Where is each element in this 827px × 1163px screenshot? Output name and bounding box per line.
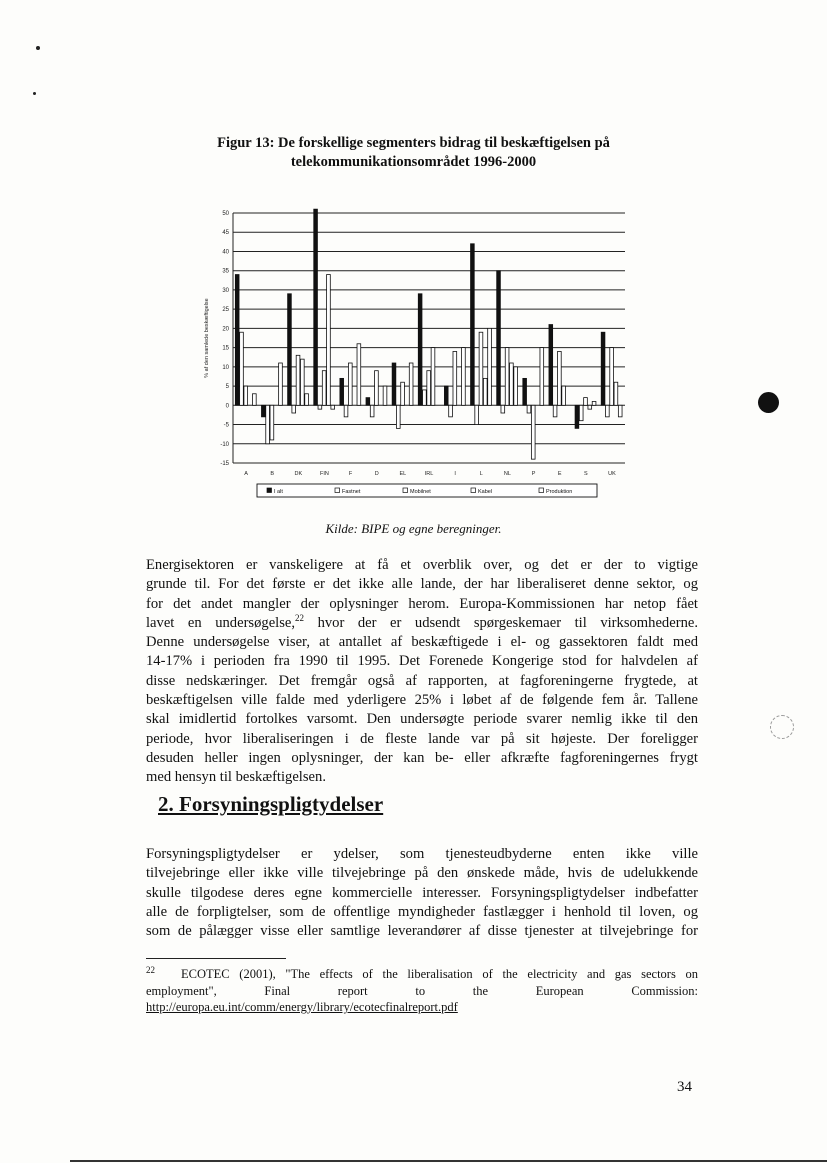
x-tick-label: FIN (320, 471, 329, 477)
x-tick-label: F (348, 471, 353, 477)
bar-fastnet (423, 390, 427, 405)
x-tick-label: I (454, 471, 456, 477)
paragraph-line: med hensyn til beskæftigelsen. (146, 769, 326, 786)
bar-mobilnet (322, 371, 326, 406)
bar-mobilnet (244, 386, 248, 405)
bar-mobilnet (505, 348, 509, 406)
paragraph-line: skal imidlertid fortolkes varsomt. Den undersøgte periode svarer nemlig ikke til den (146, 711, 698, 728)
bar-produktion (357, 344, 361, 406)
bar-produktion (409, 363, 413, 405)
bar-fastnet (449, 405, 453, 417)
bar-fastnet (606, 405, 610, 417)
y-tick-label: 10 (222, 364, 229, 371)
bar-fastnet (344, 405, 348, 417)
legend-label: I alt (274, 489, 283, 495)
bar-fastnet (475, 405, 479, 424)
bar-mobilnet (479, 332, 483, 405)
paragraph-line: desuden heller ingen oplysninger, der kan be- eller afkræfte fagforeningernes frygt (146, 749, 698, 766)
footnote-line-1 (146, 966, 698, 983)
bar-i-alt (261, 405, 265, 417)
bar-mobilnet (531, 405, 535, 459)
figure-title (140, 134, 687, 172)
legend-swatch (471, 488, 476, 493)
scan-blot (758, 392, 779, 413)
footnote-number: 22 (146, 964, 155, 975)
bar-kabel (431, 348, 435, 406)
paragraph-energy-sector (146, 556, 698, 788)
y-tick-label: 0 (225, 403, 229, 410)
bar-fastnet (579, 405, 583, 420)
x-tick-label: S (583, 471, 588, 477)
y-tick-label: 35 (222, 268, 229, 275)
bar-i-alt (575, 405, 579, 428)
bar-i-alt (497, 271, 501, 406)
y-tick-label: 5 (225, 384, 229, 391)
bar-kabel (588, 405, 592, 409)
employment-bar-chart (195, 205, 635, 505)
y-tick-label: 50 (222, 211, 229, 217)
footnote-text-1: ECOTEC (2001), "The effects of the liberalisation of the electricity and gas sectors on (181, 967, 698, 981)
bar-fastnet (527, 405, 531, 413)
paragraph-line: periode, hvor liberaliseringen i de fleste lande var på sit højeste. Der foreligger (146, 730, 698, 747)
x-tick-label: D (374, 471, 379, 477)
y-tick-label: 25 (222, 307, 229, 314)
legend-label: Kabel (478, 489, 493, 495)
bar-mobilnet (348, 363, 352, 405)
bar-produktion (252, 394, 256, 406)
bar-i-alt (392, 363, 396, 405)
bar-mobilnet (296, 355, 300, 405)
bar-produktion (331, 405, 335, 409)
bar-produktion (462, 348, 466, 406)
paragraph-line: grunde til. For det første er det ikke alle lande, der har liberaliseret denne sektor, og (146, 576, 698, 593)
bar-kabel (300, 359, 304, 405)
legend-label: Mobilnet (410, 489, 431, 495)
legend-swatch (403, 488, 408, 493)
bar-kabel (510, 363, 514, 405)
scan-speck (36, 46, 40, 50)
figure-source: Kilde: BIPE og egne beregninger. (325, 521, 502, 536)
figure-title-line-2: telekommunikationsområdet 1996-2000 (290, 154, 537, 170)
paragraph-line: Energisektoren er vanskeligere at få et overblik over, og det er der to vigtige (146, 557, 698, 573)
paragraph-text: hvor der er udsendt spørgeskemaer til virksomhederne. (304, 614, 698, 631)
legend-swatch (335, 488, 340, 493)
bar-produktion (383, 386, 387, 405)
legend-swatch (539, 488, 544, 493)
bar-i-alt (549, 325, 553, 406)
paragraph-line: skulle tilgodese deres egne kommercielle interesser. Forsyningspligtydelser indbefatter (146, 884, 698, 901)
y-tick-label: -15 (220, 461, 229, 467)
page-number: 34 (677, 1079, 692, 1095)
y-tick-label: 15 (222, 345, 229, 352)
bar-fastnet (292, 405, 296, 413)
legend-swatch (267, 488, 272, 493)
paragraph-line: for det andet mangler der oplysninger herom. Europa-Kommissionen har netop fået (146, 595, 698, 612)
y-tick-label: 40 (222, 249, 229, 256)
bar-fastnet (501, 405, 505, 413)
y-tick-label: 45 (222, 230, 229, 237)
bar-kabel (614, 382, 618, 405)
legend-label: Produktion (546, 489, 573, 495)
bar-fastnet (318, 405, 322, 409)
scan-mark (770, 715, 794, 739)
bar-i-alt (288, 294, 292, 406)
x-tick-label: B (270, 471, 275, 477)
x-tick-label: IRL (424, 471, 434, 477)
paragraph-service-obligations (146, 845, 698, 941)
paragraph-line (146, 614, 698, 633)
paragraph-line: tilvejebringe eller ikke ville tilvejebringe på den ønskede måde, hvis de udelukkende (146, 865, 698, 882)
bar-mobilnet (375, 371, 379, 406)
y-axis-label: % af den samlede beskæftigelse (204, 298, 210, 378)
paragraph-line: alle de forpligtelser, som de offentlige myndigheder fastlægger i henhold til loven, og (146, 903, 698, 920)
x-tick-label: NL (503, 471, 511, 477)
x-tick-label: P (531, 471, 536, 477)
bar-produktion (618, 405, 622, 417)
bar-i-alt (523, 378, 527, 405)
bar-i-alt (314, 209, 318, 405)
footnote-reference[interactable]: 22 (295, 613, 305, 624)
paragraph-line: Forsyningspligtydelser er ydelser, som tjenesteudbyderne enten ikke ville (146, 846, 698, 862)
bar-i-alt (418, 294, 422, 406)
bar-kabel (483, 378, 487, 405)
bar-fastnet (396, 405, 400, 428)
bar-mobilnet (270, 405, 274, 440)
x-tick-label: EL (399, 471, 407, 477)
bar-fastnet (240, 332, 244, 405)
bar-produktion (279, 363, 283, 405)
bar-mobilnet (453, 351, 457, 405)
bar-i-alt (601, 332, 605, 405)
bar-fastnet (370, 405, 374, 417)
bar-mobilnet (427, 371, 431, 406)
paragraph-text: lavet en undersøgelse, (146, 614, 296, 631)
x-tick-label: E (557, 471, 562, 477)
bottom-rule (70, 1160, 827, 1162)
x-tick-label: DK (294, 471, 303, 477)
bar-fastnet (266, 405, 270, 443)
bar-produktion (305, 394, 309, 406)
bar-i-alt (366, 398, 370, 406)
bar-mobilnet (558, 351, 562, 405)
bar-i-alt (444, 386, 448, 405)
bar-fastnet (553, 405, 557, 417)
y-tick-label: 20 (222, 326, 229, 333)
x-tick-label: A (244, 471, 248, 477)
paragraph-line: Denne undersøgelse viser, at antallet af beskæftigede i el- og gassektoren faldt med (146, 634, 698, 651)
bar-kabel (562, 386, 566, 405)
footnote-line-2: employment", Final report to the European Commission: (146, 983, 698, 998)
legend-label: Fastnet (342, 489, 361, 495)
footnote (146, 966, 698, 1016)
bar-produktion (592, 401, 596, 405)
y-tick-label: 30 (222, 287, 229, 294)
paragraph-line: disse nedskæringer. Det fremgår også af rapporten, at fagforeningerne frygtede, at (146, 672, 698, 689)
x-tick-label: UK (608, 471, 616, 477)
bar-i-alt (471, 244, 475, 406)
y-tick-label: -10 (220, 441, 229, 448)
bar-produktion (488, 328, 492, 405)
y-tick-label: -5 (223, 422, 229, 429)
bar-produktion (540, 348, 544, 406)
bar-i-alt (340, 378, 344, 405)
bar-mobilnet (584, 398, 588, 406)
paragraph-line: 14-17% i perioden fra 1990 til 1995. Det Forenede Kongerige stod for halvdelen af (146, 653, 698, 670)
footnote-line-3 (146, 999, 698, 1016)
bar-mobilnet (401, 382, 405, 405)
bar-kabel (327, 275, 331, 406)
scan-speck (33, 92, 36, 95)
paragraph-line: beskæftigelsen ville falde med yderligere 25% i løbet af de følgende fem år. Tallene (146, 692, 698, 709)
x-tick-label: L (479, 471, 483, 477)
bar-i-alt (235, 275, 239, 406)
figure-title-line-1: Figur 13: De forskellige segmenters bidrag til beskæftigelsen på (217, 135, 610, 151)
footnote-rule (146, 958, 286, 959)
footnote-link[interactable]: http://europa.eu.int/comm/energy/library/ecotecfinalreport.pdf (146, 1000, 458, 1014)
section-heading: 2. Forsyningspligtydelser (158, 792, 384, 816)
bar-produktion (514, 367, 518, 405)
bar-mobilnet (610, 348, 614, 406)
paragraph-line: som de pålægger visse eller samtlige leverandører af disse tjenester at tilvejebringe for (146, 923, 698, 940)
